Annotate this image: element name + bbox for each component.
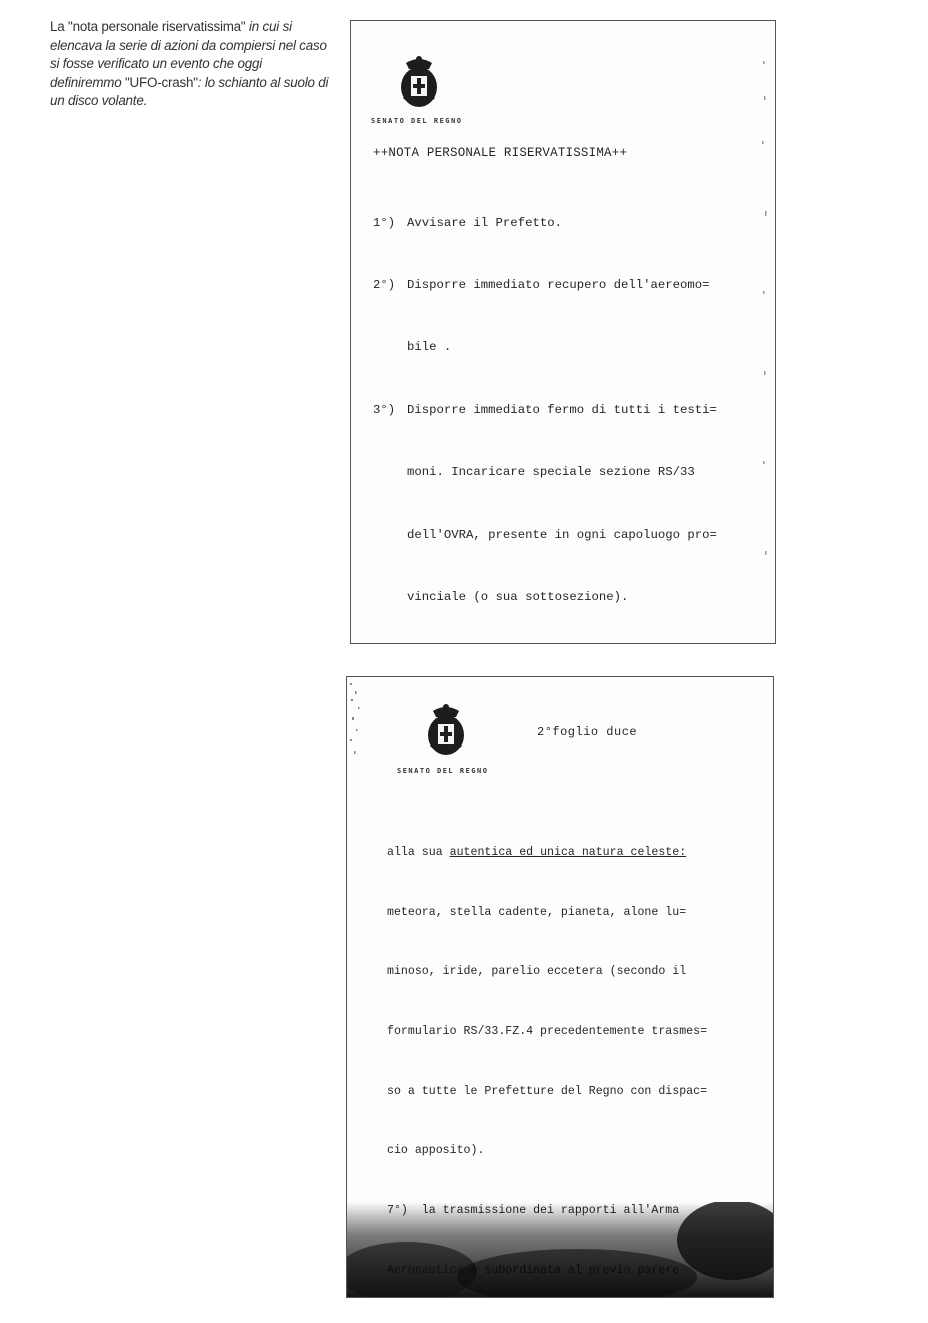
list-item: 1°) Avvisare il Prefetto.: [373, 215, 562, 230]
photo-caption: [50, 18, 335, 111]
crest-label: SENATO DEL REGNO: [371, 117, 463, 125]
list-item-continuation: dell'OVRA, presente in ogni capoluogo pro=: [407, 527, 717, 542]
caption-text-2: : lo schianto al suolo di un disco volante.: [50, 74, 329, 108]
item-list: [373, 171, 724, 644]
caption-quote: La "nota personale riservatissima": [50, 19, 246, 34]
text-line: alla sua autentica ed unica natura celeste:: [387, 845, 687, 859]
page-header: 2°foglio duce: [537, 725, 638, 739]
list-item-continuation: vinciale (o sua sottosezione).: [407, 589, 629, 604]
crest-icon: [396, 53, 442, 113]
document-page-1: [350, 20, 776, 644]
text-line: so a tutte le Prefetture del Regno con dispac=: [387, 1084, 708, 1098]
list-item: 2°) Disporre immediato recupero dell'aereomo=: [373, 277, 710, 292]
text-line: cio apposito).: [387, 1144, 485, 1158]
text-line: minoso, iride, parelio eccetera (secondo il: [387, 965, 687, 979]
scan-noise-corner: [347, 677, 371, 767]
document-page-2: [346, 676, 774, 1298]
list-item-continuation: bile .: [407, 340, 452, 355]
scan-edge-marks: [759, 51, 771, 611]
crest-icon: [423, 701, 469, 761]
caption-text-1: in cui si elencava la serie di azioni da compiersi nel caso si fosse verificato un evento che oggi definiremmo: [50, 19, 327, 90]
text-line: meteora, stella cadente, pianeta, alone lu=: [387, 905, 687, 919]
caption-term: "UFO-crash": [125, 74, 198, 90]
scan-smudge: [347, 1202, 773, 1297]
list-item: 3°) Disporre immediato fermo di tutti i testi=: [373, 402, 717, 417]
crest-label: SENATO DEL REGNO: [397, 767, 489, 775]
list-item-continuation: moni. Incaricare speciale sezione RS/33: [407, 465, 695, 480]
document-title: ++NOTA PERSONALE RISERVATISSIMA++: [373, 146, 628, 160]
text-line: formulario RS/33.FZ.4 precedentemente trasmes=: [387, 1024, 708, 1038]
